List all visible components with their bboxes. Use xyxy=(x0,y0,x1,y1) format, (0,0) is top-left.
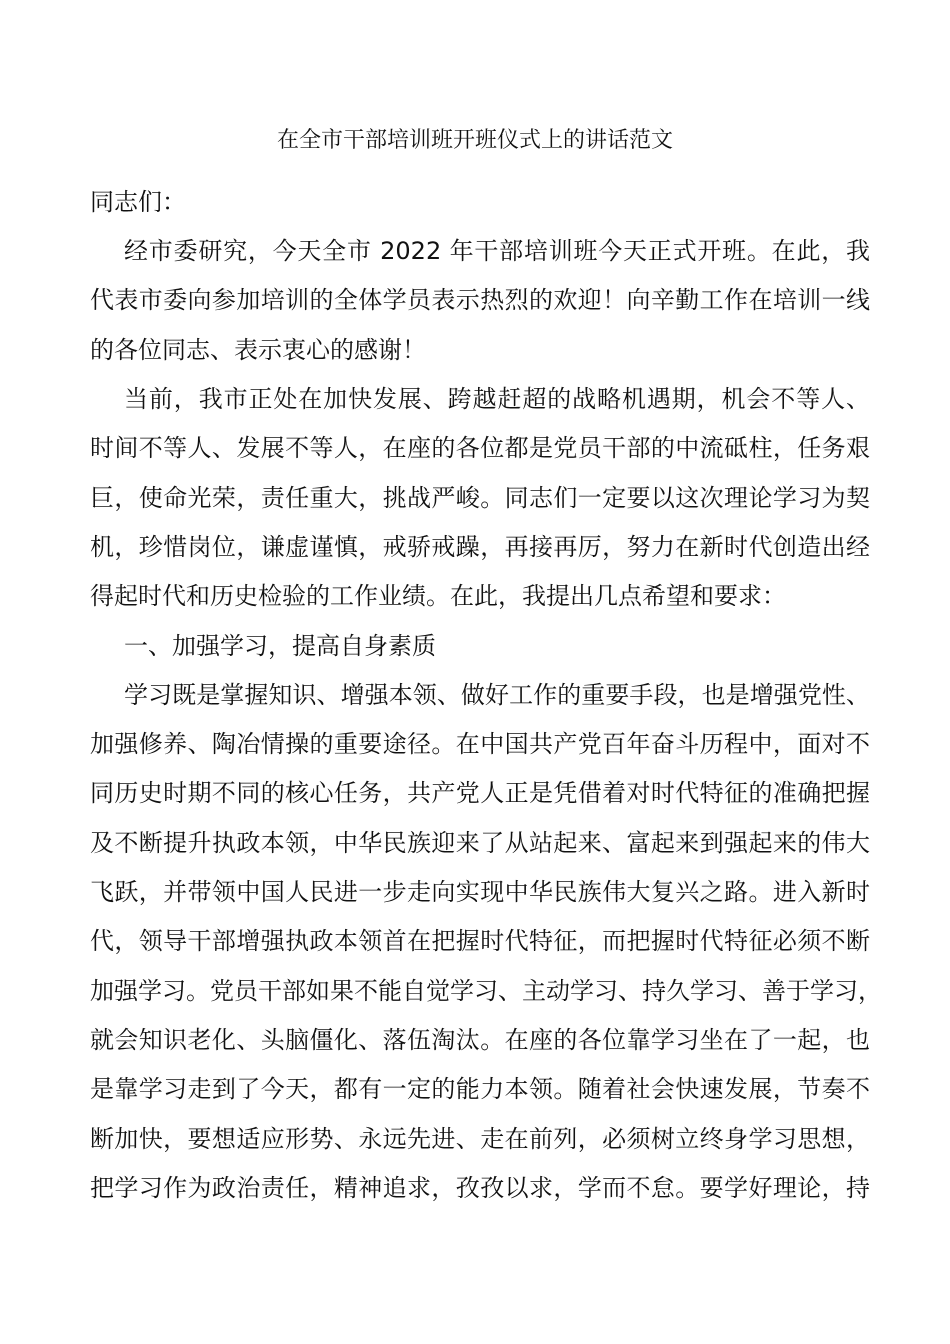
body-line: 经市委研究，今天全市 2022 年干部培训班今天正式开班。在此，我 xyxy=(124,237,870,265)
body-line: 加强学习。党员干部如果不能自觉学习、主动学习、持久学习、善于学习， xyxy=(90,977,882,1005)
body-line: 机，珍惜岗位，谦虚谨慎，戒骄戒躁，再接再厉，努力在新时代创造出经 xyxy=(90,533,870,561)
body-line: 就会知识老化、头脑僵化、落伍淘汰。在座的各位靠学习坐在了一起，也 xyxy=(90,1026,870,1054)
section-heading: 一、加强学习，提高自身素质 xyxy=(124,632,436,660)
body-line: 当前，我市正处在加快发展、跨越赶超的战略机遇期，机会不等人、 xyxy=(124,385,870,413)
body-line: 的各位同志、表示衷心的感谢！ xyxy=(90,336,426,364)
body-line: 巨，使命光荣，责任重大，挑战严峻。同志们一定要以这次理论学习为契 xyxy=(90,484,870,512)
body-line: 断加快，要想适应形势、永远先进、走在前列，必须树立终身学习思想， xyxy=(90,1125,870,1153)
body-line: 时间不等人、发展不等人，在座的各位都是党员干部的中流砥柱，任务艰 xyxy=(90,434,870,462)
body-line: 学习既是掌握知识、增强本领、做好工作的重要手段，也是增强党性、 xyxy=(124,681,870,709)
body-line: 加强修养、陶冶情操的重要途径。在中国共产党百年奋斗历程中，面对不 xyxy=(90,730,870,758)
body-line: 把学习作为政治责任，精神追求，孜孜以求，学而不怠。要学好理论，持 xyxy=(90,1174,870,1202)
body-line: 及不断提升执政本领，中华民族迎来了从站起来、富起来到强起来的伟大 xyxy=(90,829,870,857)
body-line: 代表市委向参加培训的全体学员表示热烈的欢迎！向辛勤工作在培训一线 xyxy=(90,286,870,314)
salutation-line: 同志们： xyxy=(90,188,186,216)
body-line: 飞跃，并带领中国人民进一步走向实现中华民族伟大复兴之路。进入新时 xyxy=(90,878,870,906)
body-line: 代，领导干部增强执政本领首在把握时代特征，而把握时代特征必须不断 xyxy=(90,927,870,955)
document-title: 在全市干部培训班开班仪式上的讲话范文 xyxy=(276,128,673,153)
body-line: 是靠学习走到了今天，都有一定的能力本领。随着社会快速发展，节奏不 xyxy=(90,1075,870,1103)
body-line: 同历史时期不同的核心任务，共产党人正是凭借着对时代特征的准确把握 xyxy=(90,779,870,807)
body-line: 得起时代和历史检验的工作业绩。在此，我提出几点希望和要求： xyxy=(90,582,786,610)
